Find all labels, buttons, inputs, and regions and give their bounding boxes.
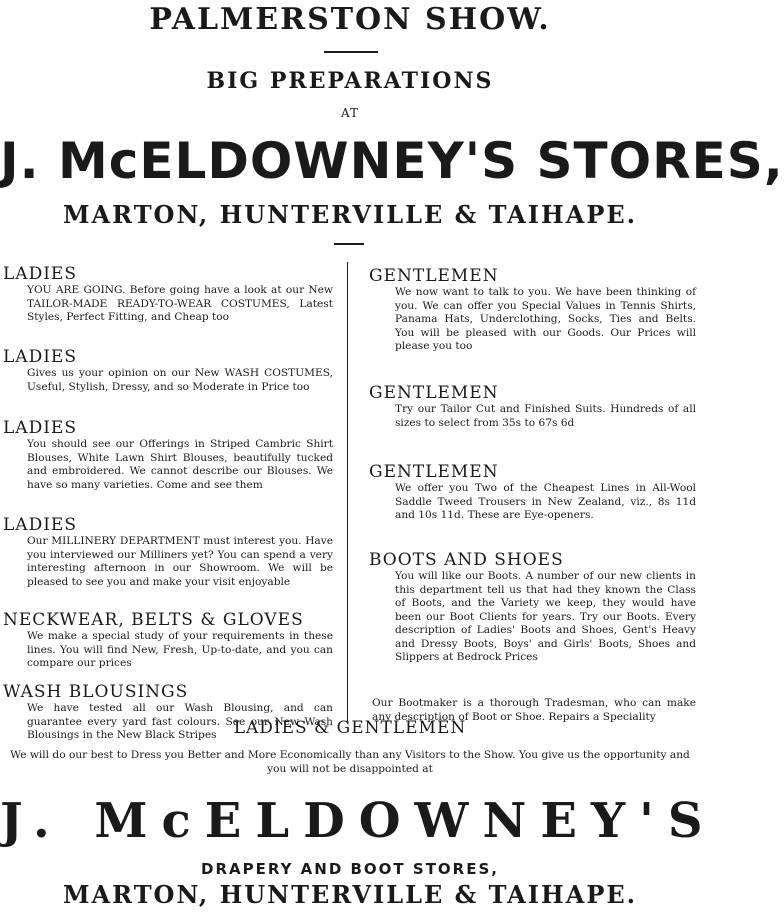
gentlemen-values-section xyxy=(369,266,696,354)
section-body: We offer you Two of the Cheapest Lines in All-Wool Saddle Tweed Trousers in New Zealand, viz., 8s 11d and 10s 11d. These are Eye-openers. xyxy=(395,482,696,521)
footer-towns: MARTON, HUNTERVILLE & TAIHAPE. xyxy=(62,880,638,909)
section-body: Try our Tailor Cut and Finished Suits. Hundreds of all sizes to select from 35s to 67s 6d xyxy=(395,403,696,429)
store-name: J. McELDOWNEY'S STORES, xyxy=(0,132,784,190)
section-body: We have tested all our Wash Blousing, and can guarantee every yard fast colours. See our New Wash Blousings in the New Black Stripes xyxy=(27,702,333,741)
section-body: Our MILLINERY DEPARTMENT must interest you. Have you interviewed our Milliners yet? You can spend a very interesting afternoon in our Showroom. We will be pleased to see you and make your visit enjoyable xyxy=(27,535,333,588)
boots-and-shoes-section xyxy=(369,550,696,665)
store-towns: MARTON, HUNTERVILLE & TAIHAPE. xyxy=(62,200,638,229)
footer-text: We will do our best to Dress you Better and More Economically than any Visitors to the Show. You give us the opportunity and you will not be disappointed at xyxy=(10,749,690,775)
section-heading: GENTLEMEN xyxy=(369,266,499,286)
section-body: We make a special study of your requirements in these lines. You will find New, Fresh, Up-to-date, and you can compare our prices xyxy=(27,630,333,669)
section-heading: BOOTS AND SHOES xyxy=(369,550,564,570)
ad-title: PALMERSTON SHOW. xyxy=(149,2,551,37)
ladies-costumes-section xyxy=(3,264,333,325)
gentlemen-suits-section xyxy=(369,383,696,430)
footer-heading: LADIES & GENTLEMEN xyxy=(233,718,467,738)
divider xyxy=(324,51,378,53)
section-heading: GENTLEMEN xyxy=(369,383,499,403)
section-heading: NECKWEAR, BELTS & GLOVES xyxy=(3,610,304,630)
section-heading: GENTLEMEN xyxy=(369,462,499,482)
ladies-millinery-section xyxy=(3,515,333,589)
gentlemen-trousers-section xyxy=(369,462,696,523)
ladies-wash-costumes-section xyxy=(3,347,333,394)
section-body: Gives us your opinion on our New WASH COSTUMES, Useful, Stylish, Dressy, and so Moderate in Price too xyxy=(27,367,333,393)
footer-store-name: J. McELDOWNEY'S xyxy=(0,793,717,849)
section-body: You will like our Boots. A number of our new clients in this department tell us that had they known the Class of Boots, and the Variety we keep, they would have been our Boot Clients for years. Try our Boots. Every description of Ladies' Boots and Shoes, Gent's Heavy and Dressy Boots, Boys' and Girls' Boots, Shoes and Slippers at Bedrock Prices xyxy=(395,570,696,663)
section-heading: LADIES xyxy=(3,515,77,535)
section-heading: LADIES xyxy=(3,347,77,367)
section-body: YOU ARE GOING. Before going have a look at our New TAILOR-MADE READY-TO-WEAR COSTUMES, Latest Styles, Perfect Fitting, and Cheap too xyxy=(27,284,333,323)
ladies-blouses-section xyxy=(3,418,333,492)
section-body: You should see our Offerings in Striped Cambric Shirt Blouses, White Lawn Shirt Blouses, beautifully tucked and embroidered. We cannot describe our Blouses. We have so many varieties. Come and see them xyxy=(27,438,333,491)
ad-subtitle: BIG PREPARATIONS xyxy=(206,68,494,94)
column-divider xyxy=(347,262,348,722)
neckwear-section xyxy=(3,610,333,671)
section-heading: WASH BLOUSINGS xyxy=(3,682,189,702)
section-body: Our Bootmaker is a thorough Tradesman, who can make any description of Boot or Shoe. Repairs a Speciality xyxy=(372,697,696,723)
section-heading: LADIES xyxy=(3,264,77,284)
footer-tagline: DRAPERY AND BOOT STORES, xyxy=(201,860,499,878)
section-heading: LADIES xyxy=(3,418,77,438)
divider xyxy=(334,243,364,245)
at-label: AT xyxy=(340,106,359,120)
section-body: We now want to talk to you. We have been thinking of you. We can offer you Special Values in Tennis Shirts, Panama Hats, Underclothing, Socks, Ties and Belts. You will be pleased with our Goods. Our Prices will please you too xyxy=(395,286,696,352)
